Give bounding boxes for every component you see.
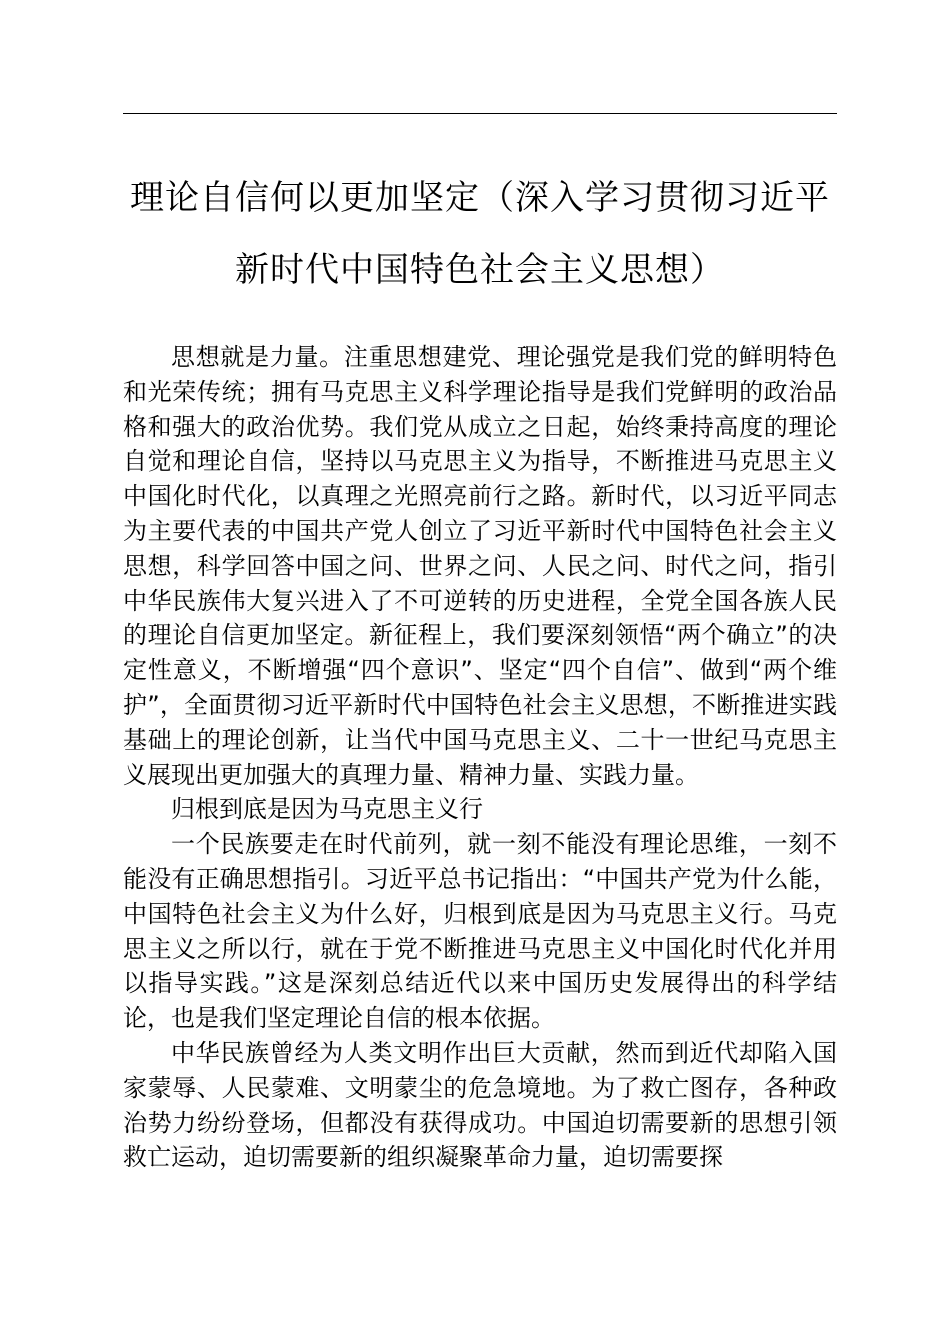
header-rule	[123, 113, 837, 114]
title-line-2: 新时代中国特色社会主义思想）	[235, 250, 725, 290]
section-subheading: 归根到底是因为马克思主义行	[171, 795, 483, 824]
paragraph-intro: 思想就是力量。注重思想建党、理论强党是我们党的鲜明特色和光荣传统；拥有马克思主义科学理论指导是我们党鲜明的政治品格和强大的政治优势。我们党从成立之日起，始终秉持高度的理论自觉和理论自信，坚持以马克思主义为指导，不断推进马克思主义中国化时代化，以真理之光照亮前行之路。新时代，以习近平同志为主要代表的中国共产党人创立了习近平新时代中国特色社会主义思想，科学回答中国之问、世界之问、人民之问、时代之问，指引中华民族伟大复兴进入了不可逆转的历史进程，全党全国各族人民的理论自信更加坚定。新征程上，我们要深刻领悟“两个确立”的决定性意义，不断增强“四个意识”、坚定“四个自信”、做到“两个维护”，全面贯彻习近平新时代中国特色社会主义思想，不断推进实践基础上的理论创新，让当代中国马克思主义、二十一世纪马克思主义展现出更加强大的真理力量、精神力量、实践力量。	[123, 343, 837, 789]
paragraph-history: 中华民族曾经为人类文明作出巨大贡献，然而到近代却陷入国家蒙辱、人民蒙难、文明蒙尘的危急境地。为了救亡图存，各种政治势力纷纷登场，但都没有获得成功。中国迫切需要新的思想引领救亡运动，迫切需要新的组织凝聚革命力量，迫切需要探	[123, 1038, 837, 1172]
title-line-1: 理论自信何以更加坚定（深入学习贯彻习近平	[130, 178, 830, 218]
paragraph-marxism: 一个民族要走在时代前列，就一刻不能没有理论思维，一刻不能没有正确思想指引。习近平总书记指出：“中国共产党为什么能，中国特色社会主义为什么好，归根到底是因为马克思主义行。马克思主义之所以行，就在于党不断推进马克思主义中国化时代化并用以指导实践。”这是深刻总结近代以来中国历史发展得出的科学结论，也是我们坚定理论自信的根本依据。	[123, 830, 837, 1033]
article-body	[123, 340, 837, 1175]
